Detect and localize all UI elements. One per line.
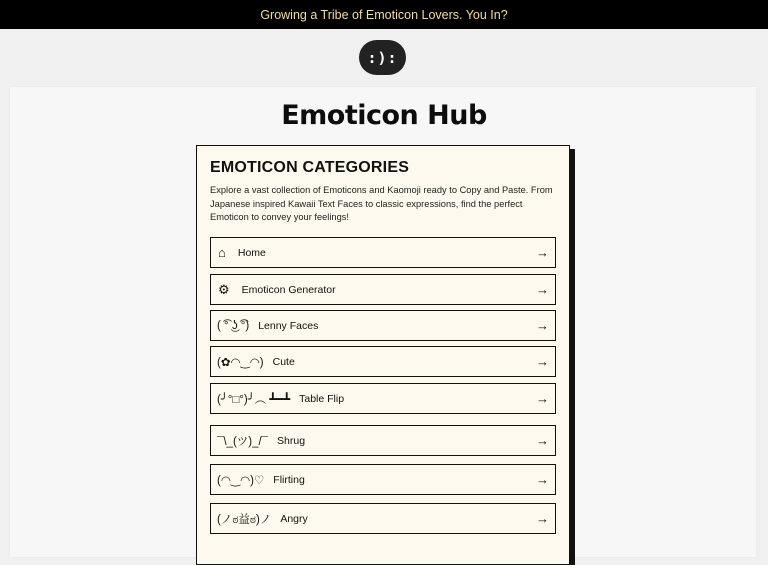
- shrug-icon: ¯\_(ツ)_/¯: [217, 435, 269, 448]
- arrow-right-icon: →: [536, 282, 549, 297]
- category-item-shrug[interactable]: [210, 425, 556, 456]
- category-item-emoticon-generator[interactable]: [210, 274, 556, 305]
- table-flip-icon: (╯°□°)╯︵ ┻━┻: [217, 393, 291, 406]
- arrow-right-icon: →: [536, 511, 549, 526]
- category-item-home[interactable]: [210, 237, 556, 268]
- category-label: Emoticon Generator: [241, 283, 336, 296]
- arrow-right-icon: →: [536, 245, 549, 260]
- arrow-right-icon: →: [536, 354, 549, 369]
- top-banner: [0, 0, 768, 29]
- category-label: Cute: [272, 355, 295, 368]
- category-label: Lenny Faces: [258, 319, 319, 332]
- category-label: Angry: [280, 512, 308, 525]
- arrow-right-icon: →: [536, 472, 549, 487]
- home-icon: ⌂: [218, 245, 226, 260]
- category-item-angry[interactable]: [210, 503, 556, 534]
- angry-face-icon: (ノಠ益ಠ)ノ: [217, 513, 272, 526]
- category-item-cute[interactable]: [210, 346, 556, 377]
- cute-face-icon: (✿◠‿◠): [217, 356, 264, 369]
- site-logo[interactable]: [359, 40, 406, 75]
- page-title: Emoticon Hub: [281, 100, 487, 131]
- arrow-right-icon: →: [536, 433, 549, 448]
- category-item-lenny-faces[interactable]: [210, 310, 556, 341]
- categories-panel: [196, 145, 570, 565]
- gear-icon: ⚙: [218, 281, 230, 297]
- lenny-face-icon: ( ͡° ͜ʖ ͡°): [217, 319, 250, 332]
- arrow-right-icon: →: [536, 318, 549, 333]
- category-label: Flirting: [273, 473, 305, 486]
- logo-text: :):: [367, 48, 398, 67]
- category-item-flirting[interactable]: [210, 464, 556, 495]
- arrow-right-icon: →: [536, 391, 549, 406]
- category-label: Home: [237, 246, 266, 259]
- categories-title: EMOTICON CATEGORIES: [210, 159, 410, 176]
- flirting-face-icon: (◠‿◠)♡: [217, 474, 265, 487]
- categories-description: Explore a vast collection of Emoticons and Kaomoji ready to Copy and Paste. From Japanese inspired Kawaii Text Faces to classic expressions, find the perfect Emoticon to convey your feelings!: [210, 185, 553, 223]
- category-item-table-flip[interactable]: [210, 383, 556, 414]
- banner-text: Growing a Tribe of Emoticon Lovers. You In?: [260, 7, 508, 22]
- category-label: Shrug: [277, 434, 306, 447]
- category-label: Table Flip: [299, 392, 345, 405]
